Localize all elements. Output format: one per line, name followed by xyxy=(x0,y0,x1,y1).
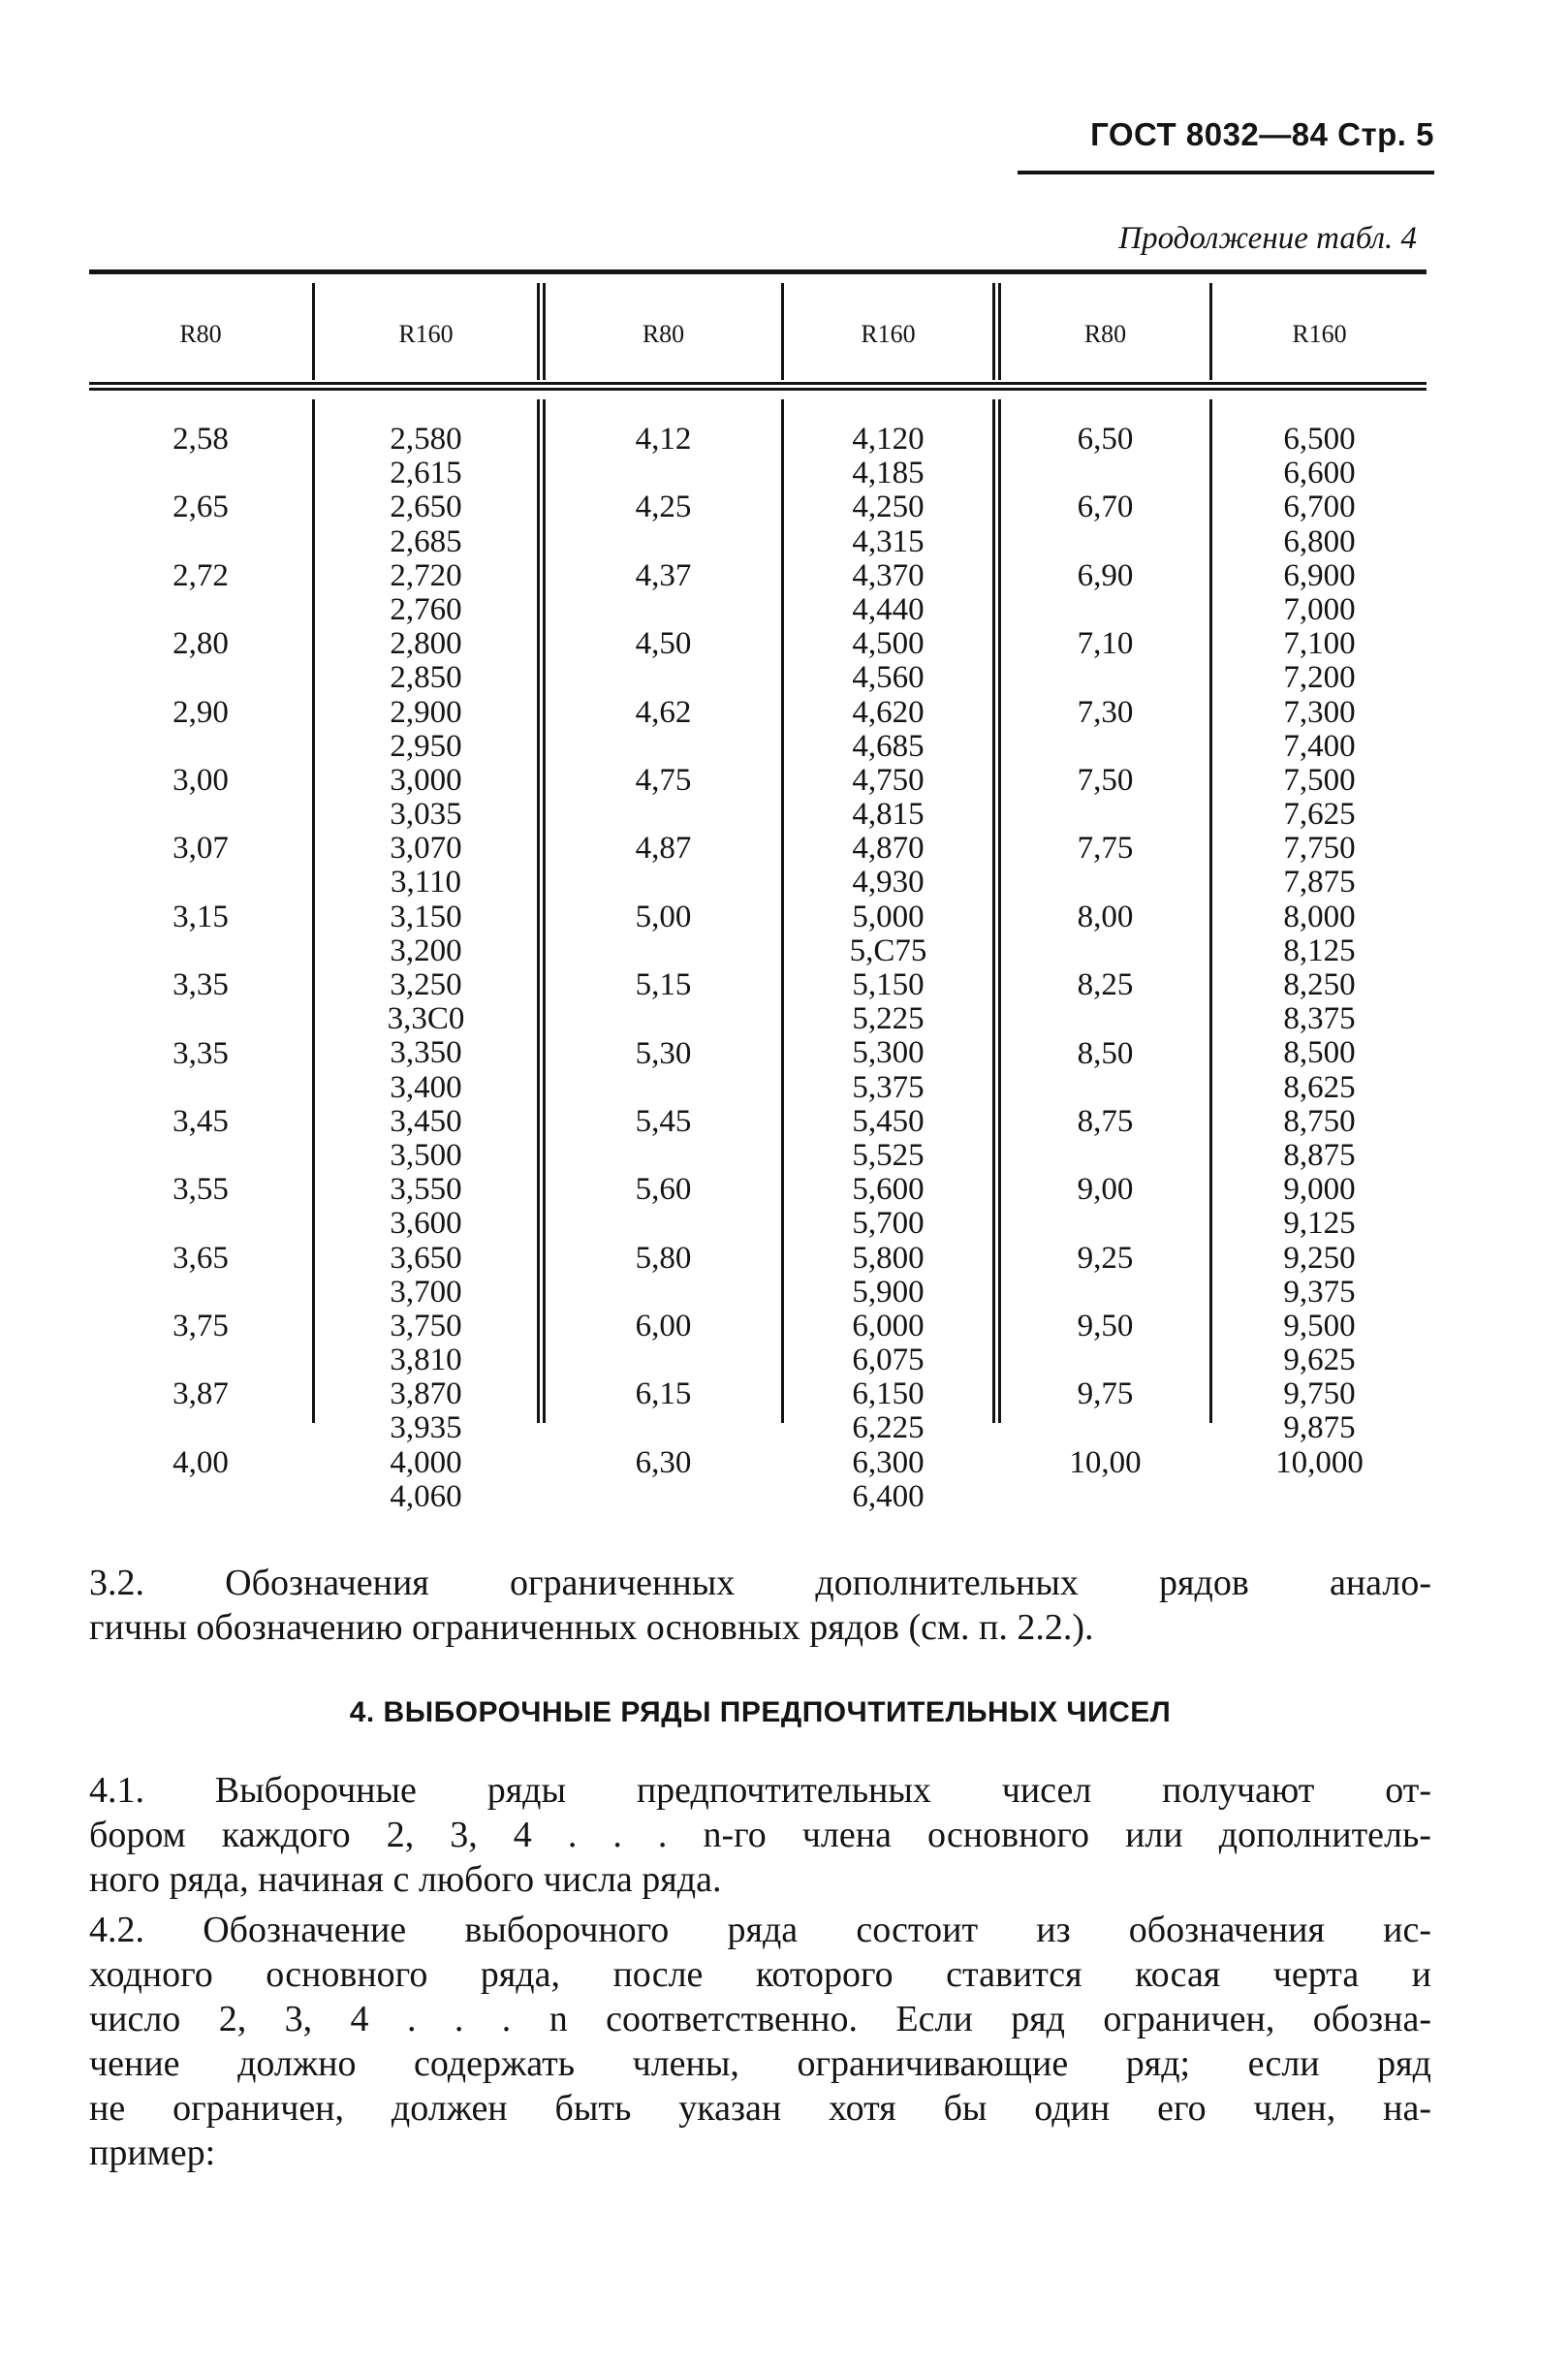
table-cell: 8,250 xyxy=(1283,967,1356,1002)
table-cell: 3,650 xyxy=(390,1240,462,1276)
table-cell: 9,000 xyxy=(1283,1172,1356,1208)
table-cell: 3,870 xyxy=(390,1376,462,1412)
table-cell: 7,000 xyxy=(1283,591,1356,627)
table-cell: 4,50 xyxy=(635,626,692,662)
table-continuation-caption: Продолжение табл. 4 xyxy=(1118,221,1417,256)
table-cell: 2,58 xyxy=(172,422,229,457)
table-cell: 3,000 xyxy=(390,762,462,798)
text-line: 4.1. Выборочные ряды предпочтительных чисел получают от- xyxy=(89,1770,1431,1811)
table-cell: 8,750 xyxy=(1283,1103,1356,1139)
table-cell: 3,500 xyxy=(390,1137,462,1173)
table-cell: 3,87 xyxy=(172,1376,229,1412)
table-cell: 7,75 xyxy=(1077,831,1134,867)
text-line: бором каждого 2, 3, 4 . . . n-го члена основного или дополнитель- xyxy=(89,1815,1431,1855)
table-cell: 4,00 xyxy=(172,1444,229,1480)
table-cell: 4,560 xyxy=(852,660,925,696)
table-cell: 10,000 xyxy=(1275,1444,1364,1480)
table-cell: 7,10 xyxy=(1077,626,1134,662)
table-cell: 3,200 xyxy=(390,932,462,968)
table-cell: 6,000 xyxy=(852,1308,925,1343)
table-cell: 9,375 xyxy=(1283,1274,1356,1310)
table-cell: 6,00 xyxy=(635,1309,692,1344)
column-header: R160 xyxy=(398,320,454,348)
column-divider xyxy=(537,399,540,1423)
text-line: ного ряда, начиная с любого числа ряда. xyxy=(89,1859,722,1900)
table-cell: 7,500 xyxy=(1283,762,1356,798)
column-divider xyxy=(537,283,540,380)
table-cell: 3,935 xyxy=(390,1410,462,1446)
table-cell: 8,500 xyxy=(1283,1035,1356,1071)
table-cell: 9,25 xyxy=(1077,1240,1134,1276)
table-cell: 5,30 xyxy=(635,1035,692,1071)
table-cell: 7,50 xyxy=(1077,762,1134,798)
table-cell: 5,225 xyxy=(852,1001,925,1037)
table-cell: 3,110 xyxy=(390,865,462,901)
table-cell: 9,75 xyxy=(1077,1376,1134,1412)
table-cell: 6,400 xyxy=(852,1478,925,1514)
table-cell: 5,60 xyxy=(635,1172,692,1208)
table-cell: 9,500 xyxy=(1283,1308,1356,1343)
table-cell: 8,000 xyxy=(1283,899,1356,934)
column-header: R160 xyxy=(861,320,916,348)
table-cell: 8,50 xyxy=(1077,1035,1134,1071)
table-cell: 2,90 xyxy=(172,694,229,730)
table-cell: 3,600 xyxy=(390,1206,462,1242)
table-cell: 6,70 xyxy=(1077,490,1134,525)
table-cell: 6,225 xyxy=(852,1410,925,1446)
table-cell: 6,500 xyxy=(1283,422,1356,457)
table-cell: 2,720 xyxy=(390,557,462,593)
table-cell: 4,685 xyxy=(852,728,925,764)
table-cell: 3,450 xyxy=(390,1103,462,1139)
table-cell: 6,50 xyxy=(1077,422,1134,457)
table-cell: 3,45 xyxy=(172,1103,229,1139)
table-cell: 4,930 xyxy=(852,865,925,901)
table-cell: 9,625 xyxy=(1283,1343,1356,1378)
table-cell: 5,C75 xyxy=(849,932,927,968)
table-cell: 7,875 xyxy=(1283,865,1356,901)
table-cell: 7,30 xyxy=(1077,694,1134,730)
text-line: чение должно содержать члены, ограничивающие ряд; если ряд xyxy=(89,2043,1431,2084)
table-cell: 2,65 xyxy=(172,490,229,525)
table-cell: 4,25 xyxy=(635,490,692,525)
column-r80-1 xyxy=(89,423,312,1514)
table-top-rule xyxy=(89,269,1427,274)
table-cell: 2,650 xyxy=(390,490,462,525)
paragraph-3-2 xyxy=(89,1561,1431,1650)
table-cell: 3,750 xyxy=(390,1308,462,1343)
text-line: число 2, 3, 4 . . . n соответственно. Если ряд ограничен, обозна- xyxy=(89,1999,1431,2039)
table-cell: 4,370 xyxy=(852,557,925,593)
table-cell: 4,120 xyxy=(852,422,925,457)
table-cell: 4,75 xyxy=(635,762,692,798)
column-header: R160 xyxy=(1292,320,1347,348)
table-cell: 8,125 xyxy=(1283,932,1356,968)
table-cell: 3,700 xyxy=(390,1274,462,1310)
table-cell: 3,810 xyxy=(390,1343,462,1378)
table-cell: 2,950 xyxy=(390,728,462,764)
text-line: 4.2. Обозначение выборочного ряда состоит из обозначения ис- xyxy=(89,1910,1431,1950)
table-cell: 4,37 xyxy=(635,557,692,593)
table-cell: 4,060 xyxy=(390,1478,462,1514)
table-cell: 9,250 xyxy=(1283,1240,1356,1276)
table-cell: 8,75 xyxy=(1077,1103,1134,1139)
table-cell: 5,15 xyxy=(635,967,692,1003)
column-r160-2 xyxy=(784,423,992,1514)
table-cell: 3,250 xyxy=(390,967,462,1002)
table-cell: 3,35 xyxy=(172,967,229,1003)
table-cell: 3,150 xyxy=(390,899,462,934)
table-cell: 6,15 xyxy=(635,1376,692,1412)
column-r80-2 xyxy=(546,423,781,1514)
table-cell: 2,80 xyxy=(172,626,229,662)
column-header: R80 xyxy=(642,320,685,348)
section-heading: 4. ВЫБОРОЧНЫЕ РЯДЫ ПРЕДПОЧТИТЕЛЬНЫХ ЧИСЕЛ xyxy=(349,1696,1172,1728)
table-cell: 5,150 xyxy=(852,967,925,1002)
table-cell: 5,600 xyxy=(852,1172,925,1208)
table-cell: 3,3C0 xyxy=(387,1001,465,1037)
table-cell: 7,200 xyxy=(1283,660,1356,696)
column-r80-3 xyxy=(1001,423,1209,1514)
table-cell: 4,62 xyxy=(635,694,692,730)
table-cell: 2,685 xyxy=(390,523,462,559)
table-cell: 4,000 xyxy=(390,1444,462,1480)
table-cell: 3,350 xyxy=(390,1035,462,1071)
table-cell: 2,580 xyxy=(390,422,462,457)
text-line: пример: xyxy=(89,2133,216,2173)
paragraph-4-1 xyxy=(89,1768,1431,1902)
table-cell: 2,72 xyxy=(172,557,229,593)
table-cell: 3,070 xyxy=(390,831,462,867)
table-cell: 5,800 xyxy=(852,1240,925,1276)
table-cell: 6,700 xyxy=(1283,490,1356,525)
table-cell: 6,900 xyxy=(1283,557,1356,593)
table-cell: 2,760 xyxy=(390,591,462,627)
table-cell: 4,750 xyxy=(852,762,925,798)
table-cell: 9,875 xyxy=(1283,1410,1356,1446)
table-cell: 7,625 xyxy=(1283,797,1356,833)
table-cell: 5,80 xyxy=(635,1240,692,1276)
column-r160-1 xyxy=(315,423,537,1514)
column-header: R80 xyxy=(1083,320,1127,348)
table-cell: 4,12 xyxy=(635,422,692,457)
table-cell: 5,300 xyxy=(852,1035,925,1071)
table-cell: 8,625 xyxy=(1283,1069,1356,1105)
table-cell: 2,800 xyxy=(390,626,462,662)
table-cell: 3,550 xyxy=(390,1172,462,1208)
table-cell: 5,375 xyxy=(852,1069,925,1105)
table-cell: 4,620 xyxy=(852,694,925,730)
column-divider xyxy=(992,283,995,380)
table-cell: 2,850 xyxy=(390,660,462,696)
page-header: ГОСТ 8032—84 Стр. 5 xyxy=(1090,116,1434,152)
table-cell: 6,90 xyxy=(1077,557,1134,593)
table-cell: 7,100 xyxy=(1283,626,1356,662)
table-cell: 9,00 xyxy=(1077,1172,1134,1208)
table-cell: 6,075 xyxy=(852,1343,925,1378)
table-cell: 3,55 xyxy=(172,1172,229,1208)
table-cell: 6,300 xyxy=(852,1444,925,1480)
table-cell: 5,900 xyxy=(852,1274,925,1310)
table-cell: 2,900 xyxy=(390,694,462,730)
table-cell: 4,185 xyxy=(852,456,925,491)
paragraph-4-2 xyxy=(89,1908,1431,2175)
table-cell: 5,45 xyxy=(635,1103,692,1139)
table-cell: 5,000 xyxy=(852,899,925,934)
table-cell: 7,400 xyxy=(1283,728,1356,764)
table-cell: 4,315 xyxy=(852,523,925,559)
table-cell: 5,525 xyxy=(852,1137,925,1173)
table-cell: 10,00 xyxy=(1069,1444,1142,1480)
column-divider xyxy=(992,399,995,1423)
table-cell: 8,375 xyxy=(1283,1001,1356,1037)
table-cell: 4,870 xyxy=(852,831,925,867)
table-cell: 3,15 xyxy=(172,899,229,934)
table-cell: 3,35 xyxy=(172,1035,229,1071)
table-cell: 9,50 xyxy=(1077,1309,1134,1344)
table-cell: 2,615 xyxy=(390,456,462,491)
text-line: 3.2. Обозначения ограниченных дополнительных рядов анало- xyxy=(89,1563,1431,1603)
column-r160-3 xyxy=(1212,423,1427,1480)
table-cell: 6,150 xyxy=(852,1376,925,1412)
column-header: R80 xyxy=(179,320,222,348)
table-cell: 3,07 xyxy=(172,831,229,867)
table-cell: 4,500 xyxy=(852,626,925,662)
table-cell: 4,815 xyxy=(852,797,925,833)
table-cell: 4,250 xyxy=(852,490,925,525)
text-line: гичны обозначению ограниченных основных рядов (см. п. 2.2.). xyxy=(89,1607,1094,1648)
table-cell: 8,875 xyxy=(1283,1137,1356,1173)
table-cell: 6,600 xyxy=(1283,456,1356,491)
table-cell: 6,30 xyxy=(635,1444,692,1480)
table-cell: 9,750 xyxy=(1283,1376,1356,1412)
table-header-rule xyxy=(89,382,1427,385)
table-cell: 7,300 xyxy=(1283,694,1356,730)
table-cell: 5,700 xyxy=(852,1206,925,1242)
text-line: не ограничен, должен быть указан хотя бы один его член, на- xyxy=(89,2088,1431,2129)
table-cell: 7,750 xyxy=(1283,831,1356,867)
table-cell: 5,00 xyxy=(635,899,692,934)
table-cell: 9,125 xyxy=(1283,1206,1356,1242)
table-cell: 5,450 xyxy=(852,1103,925,1139)
table-cell: 3,75 xyxy=(172,1309,229,1344)
table-cell: 3,400 xyxy=(390,1069,462,1105)
table-cell: 8,00 xyxy=(1077,899,1134,934)
table-cell: 8,25 xyxy=(1077,967,1134,1003)
table-cell: 3,65 xyxy=(172,1240,229,1276)
header-rule xyxy=(1018,171,1434,174)
table-cell: 3,00 xyxy=(172,762,229,798)
text-line: ходного основного ряда, после которого ставится косая черта и xyxy=(89,1954,1431,1995)
table-cell: 4,87 xyxy=(635,831,692,867)
table-header-rule xyxy=(89,388,1427,391)
table-cell: 6,800 xyxy=(1283,523,1356,559)
table-cell: 4,440 xyxy=(852,591,925,627)
table-cell: 3,035 xyxy=(390,797,462,833)
